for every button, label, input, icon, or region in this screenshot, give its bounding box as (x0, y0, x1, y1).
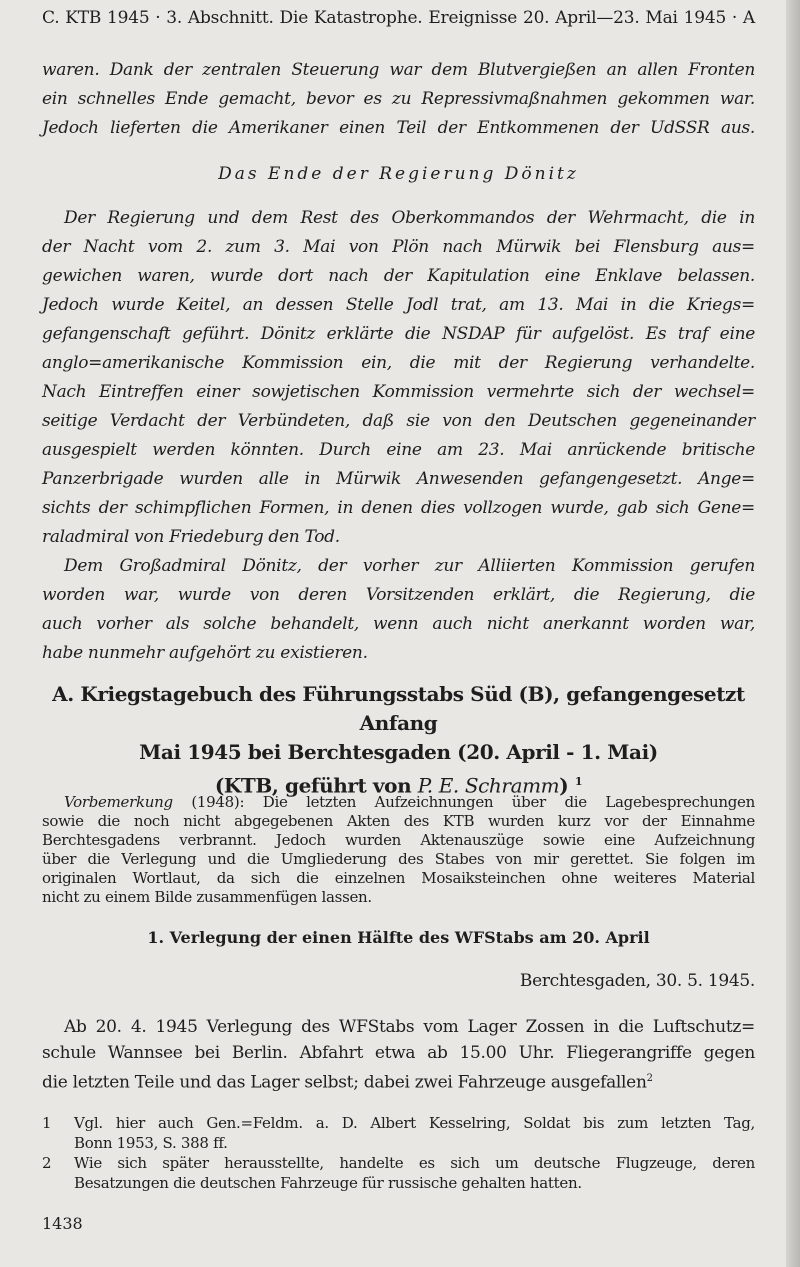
text-line: auch vorher als solche behandelt, wenn auch nicht anerkannt worden war, (42, 614, 755, 634)
paragraph-doenitz (42, 552, 755, 668)
section-title-line: Mai 1945 bei Berchtesgaden (20. April - 1. Mai) (139, 740, 658, 764)
page-edge-shadow (786, 0, 800, 1267)
text-line: Wie sich später herausstellte, handelte es sich um deutsche Flugzeuge, deren (74, 1154, 755, 1172)
text-line: die letzten Teile und das Lager selbst; dabei zwei Fahrzeuge ausgefallen$^2$ (42, 1072, 653, 1093)
footnote-number: 1 (42, 1114, 52, 1132)
author-name: P. E. Schramm (417, 773, 560, 798)
footnote-ref[interactable]: 1 (574, 775, 583, 788)
text-line: originalen Wortlaut, da sich die einzelnen Mosaiksteinchen ohne weiteres Material (42, 869, 755, 887)
text-line: gefangenschaft geführt. Dönitz erklärte die NSDAP für aufgelöst. Es traf eine (42, 324, 755, 344)
entry-place-date: Berchtesgaden, 30. 5. 1945. (519, 971, 755, 991)
footnote-number: 2 (42, 1154, 52, 1172)
text-line: Jedoch lieferten die Amerikaner einen Teil der Entkommenen der UdSSR aus. (42, 118, 755, 138)
text-line: Dem Großadmiral Dönitz, der vorher zur Alliierten Kommission gerufen (64, 556, 755, 576)
text-line: Ab 20. 4. 1945 Verlegung des WFStabs vom Lager Zossen in die Luftschutz= (64, 1017, 755, 1037)
intro-paragraph (42, 56, 755, 143)
text-line: gewichen waren, wurde dort nach der Kapitulation eine Enklave belassen. (42, 266, 755, 286)
footnote-ref[interactable]: 2 (646, 1073, 653, 1084)
entry-title: 1. Verlegung der einen Hälfte des WFStabs am 20. April (147, 928, 650, 947)
prenote-label: Vorbemerkung (64, 793, 173, 811)
running-header-text: C. KTB 1945 · 3. Abschnitt. Die Katastrophe. Ereignisse 20. April—23. Mai 1945 · A (42, 8, 755, 28)
text-line: sichts der schimpflichen Formen, in denen dies vollzogen wurde, gab sich Gene= (42, 498, 755, 518)
text-line: Der Regierung und dem Rest des Oberkommandos der Wehrmacht, die in (64, 208, 755, 228)
footnote (42, 1153, 755, 1193)
footnotes (42, 1113, 755, 1193)
text-line: der Nacht vom 2. zum 3. Mai von Plön nach Mürwik bei Flensburg aus= (42, 237, 755, 257)
footnote (42, 1113, 755, 1153)
text-line: Vorbemerkung (1948): Die letzten Aufzeichnungen über die Lagebesprechungen (64, 793, 755, 811)
text-line: Besatzungen die deutschen Fahrzeuge für russische gehalten hatten. (74, 1174, 582, 1192)
text-line: schule Wannsee bei Berlin. Abfahrt etwa ab 15.00 Uhr. Fliegerangriffe gegen (42, 1043, 755, 1063)
text-line: nicht zu einem Bilde zusammenfügen lassen. (42, 888, 372, 906)
text-line: habe nunmehr aufgehört zu existieren. (42, 643, 368, 663)
text-line: Berchtesgadens verbrannt. Jedoch wurden Aktenauszüge sowie eine Aufzeichnung (42, 831, 755, 849)
text-line: Nach Eintreffen einer sowjetischen Kommission vermehrte sich der wechsel= (42, 382, 755, 402)
running-header (42, 8, 755, 28)
footnote-text (74, 1113, 755, 1153)
prenote (42, 793, 755, 907)
subtitle-suffix: ) (559, 773, 569, 798)
section-title (42, 680, 755, 801)
subheading: Das Ende der Regierung Dönitz (218, 164, 579, 184)
section-title-line: A. Kriegstagebuch des Führungsstabs Süd (B), gefangengesetzt Anfang (52, 682, 745, 735)
text-line: Jedoch wurde Keitel, an dessen Stelle Jodl trat, am 13. Mai in die Kriegs= (42, 295, 755, 315)
text-line: Vgl. hier auch Gen.=Feldm. a. D. Albert Kesselring, Soldat bis zum letzten Tag, (74, 1114, 755, 1132)
text-line: über die Verlegung und die Umgliederung des Stabes von mir gerettet. Sie folgen im (42, 850, 755, 868)
text-line: anglo=amerikanische Kommission ein, die mit der Regierung verhandelte. (42, 353, 755, 373)
text-line: seitige Verdacht der Verbündeten, daß sie von den Deutschen gegeneinander (42, 411, 755, 431)
subtitle-prefix: (KTB, geführt von (214, 773, 418, 798)
paragraph-regierung (42, 204, 755, 552)
entry-paragraph (42, 1014, 755, 1096)
text-line: raladmiral von Friedeburg den Tod. (42, 527, 340, 547)
text-line: sowie die noch nicht abgegebenen Akten des KTB wurden kurz vor der Einnahme (42, 812, 755, 830)
footnote-text (74, 1153, 755, 1193)
text-line: Bonn 1953, S. 388 ff. (74, 1134, 228, 1152)
entry-date: Ab 20. 4. 1945 (64, 1017, 198, 1037)
text-line: ein schnelles Ende gemacht, bevor es zu Repressivmaßnahmen gekommen war. (42, 89, 755, 109)
text-line: Panzerbrigade wurden alle in Mürwik Anwesenden gefangengesetzt. Ange= (42, 469, 755, 489)
text-line: waren. Dank der zentralen Steuerung war dem Blutvergießen an allen Fronten (42, 60, 755, 80)
text-line: ausgespielt werden könnten. Durch eine am 23. Mai anrückende britische (42, 440, 755, 460)
page-number: 1438 (42, 1214, 83, 1233)
text-line: worden war, wurde von deren Vorsitzenden erklärt, die Regierung, die (42, 585, 755, 605)
